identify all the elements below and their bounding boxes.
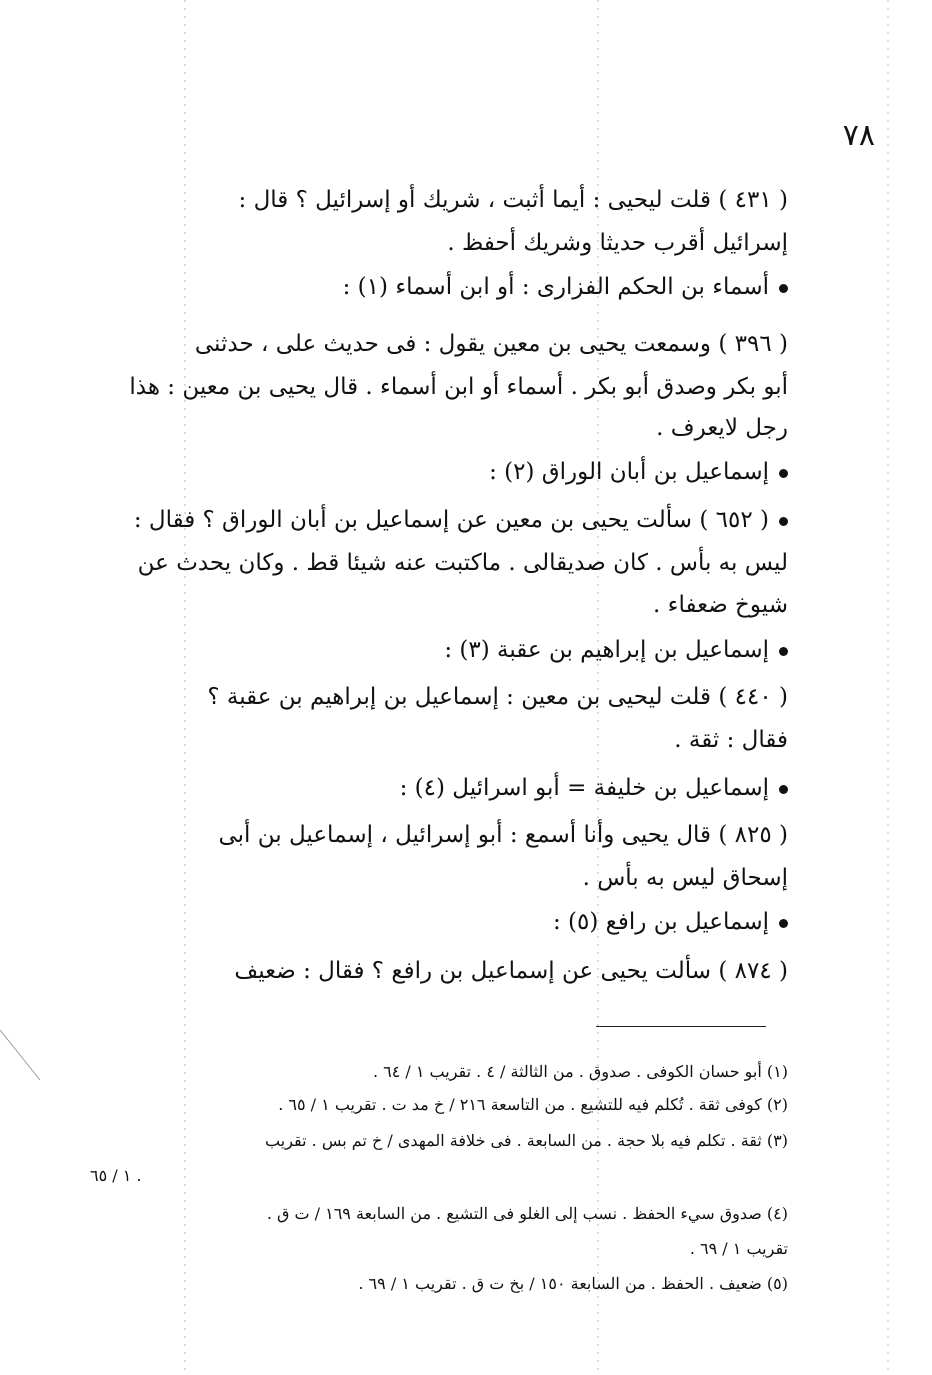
footnote-continuation: تقريب ١ / ٦٩ . bbox=[689, 1239, 788, 1258]
bullet-icon bbox=[779, 919, 788, 928]
text-line bbox=[90, 498, 788, 542]
text-line: ليس به بأس . كان صديقالى . ماكتبت عنه شيئا قط . وكان يحدث عن bbox=[137, 550, 788, 576]
entry-heading-text: إسماعيل بن إبراهيم بن عقبة (٣) : bbox=[444, 637, 769, 663]
text-line: ( ٨٢٥ ) قال يحيى وأنا أسمع : أبو إسرائيل ، إسماعيل بن أبى bbox=[218, 822, 788, 848]
text-line: أبو بكر وصدق أبو بكر . أسماء أو ابن أسماء . قال يحيى بن معين : هذا bbox=[129, 374, 788, 400]
text-line: شيوخ ضعفاء . bbox=[653, 592, 788, 618]
entry-heading bbox=[90, 450, 788, 494]
entry-heading bbox=[90, 628, 788, 672]
text-line: ( ٤٤٠ ) قلت ليحيى بن معين : إسماعيل بن إبراهيم بن عقبة ؟ bbox=[207, 684, 788, 710]
entry-heading bbox=[90, 900, 788, 944]
footnote: (١) أبو حسان الكوفى . صدوق . من الثالثة / ٤ . تقريب ١ / ٦٤ . bbox=[372, 1062, 788, 1081]
bullet-icon bbox=[779, 785, 788, 794]
footnote: (٣) ثقة . تكلم فيه بلا حجة . من السابعة . فى خلافة المهدى / خ تم بس . تقريب bbox=[265, 1131, 788, 1150]
entry-heading-text: إسماعيل بن خليفة = أبو اسرائيل (٤) : bbox=[399, 775, 769, 801]
page-number: ٧٨ bbox=[842, 118, 875, 153]
entry-heading-text: إسماعيل بن أبان الوراق (٢) : bbox=[489, 459, 769, 485]
bullet-icon bbox=[779, 284, 788, 293]
text-line: إسرائيل أقرب حديثا وشريك أحفظ . bbox=[447, 230, 788, 256]
entry-heading bbox=[90, 766, 788, 810]
footnote: (٤) صدوق سيء الحفظ . نسب إلى الغلو فى التشيع . من السابعة ١٦٩ / ت ق . bbox=[266, 1204, 788, 1223]
bullet-icon bbox=[779, 469, 788, 478]
footnote: (٥) ضعيف . الحفظ . من السابعة ١٥٠ / بخ ت ق . تقريب ١ / ٦٩ . bbox=[358, 1274, 788, 1293]
footnote-divider bbox=[596, 1026, 766, 1027]
entry-heading-text: إسماعيل بن رافع (٥) : bbox=[552, 909, 769, 935]
bullet-icon bbox=[779, 517, 788, 526]
text-line: إسحاق ليس به بأس . bbox=[582, 865, 788, 891]
footnote-continuation: ١ / ٦٥ . bbox=[90, 1166, 142, 1185]
text-line: ( ٣٩٦ ) وسمعت يحيى بن معين يقول : فى حديث على ، حدثنى bbox=[194, 331, 788, 357]
entry-heading bbox=[90, 265, 788, 309]
text-line: ( ٤٣١ ) قلت ليحيى : أيما أثبت ، شريك أو إسرائيل ؟ قال : bbox=[238, 187, 788, 213]
entry-heading-text: أسماء بن الحكم الفزارى : أو ابن أسماء (١) : bbox=[342, 274, 769, 300]
footnote: (٢) كوفى ثقة . تُكلم فيه للتشيع . من التاسعة ٢١٦ / خ مد ت . تقريب ١ / ٦٥ . bbox=[278, 1095, 788, 1114]
bullet-icon bbox=[779, 647, 788, 656]
text-line-body: ( ٦٥٢ ) سألت يحيى بن معين عن إسماعيل بن أبان الوراق ؟ فقال : bbox=[133, 507, 769, 533]
text-line: ( ٨٧٤ ) سألت يحيى عن إسماعيل بن رافع ؟ فقال : ضعيف bbox=[234, 958, 788, 984]
text-line: رجل لايعرف . bbox=[656, 415, 788, 441]
text-line: فقال : ثقة . bbox=[674, 727, 788, 753]
